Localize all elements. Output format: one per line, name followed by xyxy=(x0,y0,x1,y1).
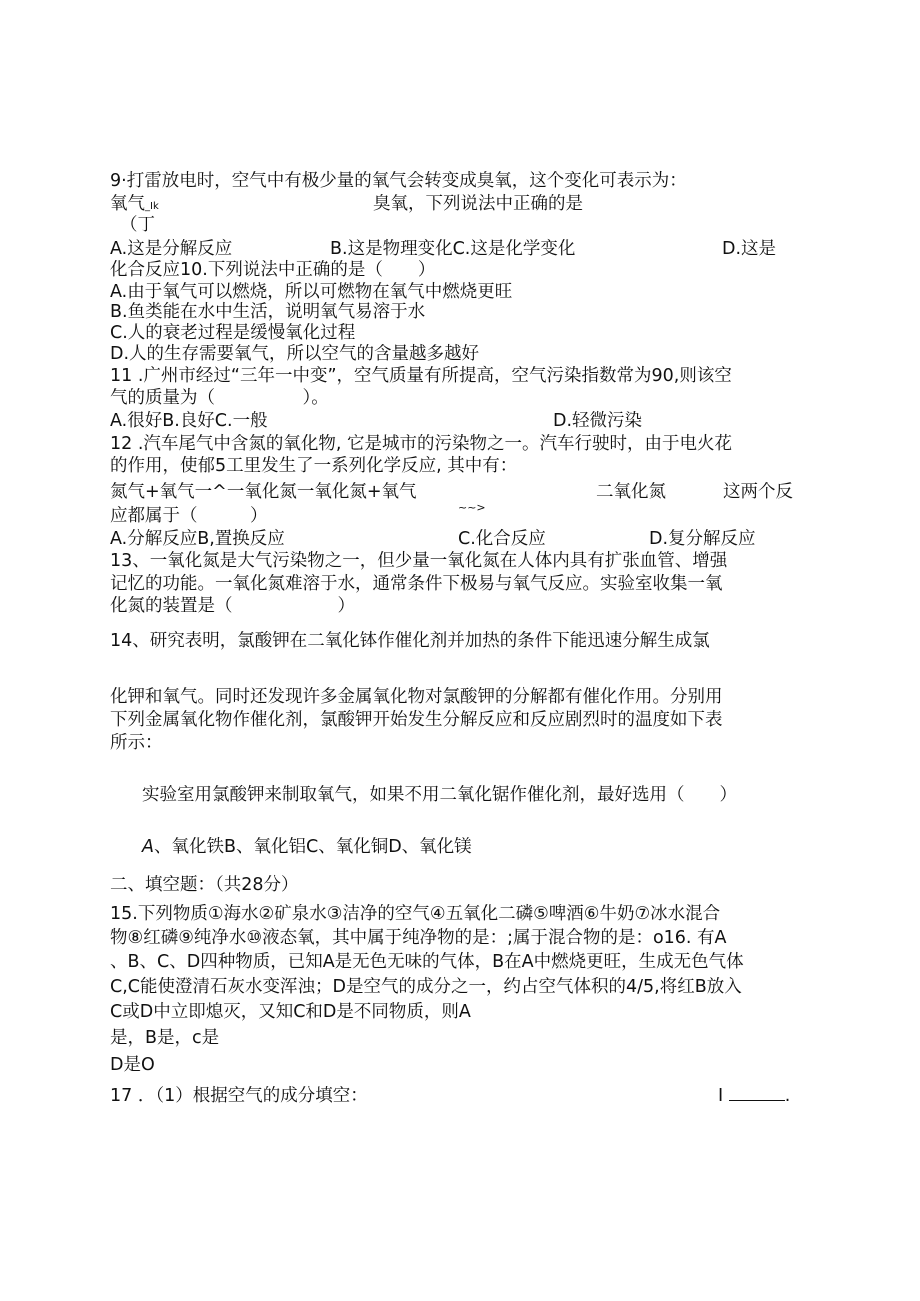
q15-line1: 15.下列物质①海水②矿泉水③洁净的空气④五氧化二磷⑤啤酒⑥牛奶⑦冰水混合 xyxy=(110,904,721,924)
q17-tail-dot: . xyxy=(784,1086,791,1106)
q9-paren: （丁 xyxy=(120,215,155,235)
q9-option-d: D.这是 xyxy=(722,239,777,259)
q12-equation-tail: 这两个反 xyxy=(723,482,793,502)
q12-line1: 12 .汽车尾气中含氮的氧化物, 它是城市的污染物之一。汽车行驶时，由于电火花 xyxy=(110,434,733,454)
q12-option-d: D.复分解反应 xyxy=(649,529,756,549)
q14-option-text: 、氧化铁B、氧化铝C、氧化铜D、氧化镁 xyxy=(153,837,472,857)
q16-line4: C,C能使澄清石灰水变浑浊；D是空气的成分之一，约占空气体积的4/5,将红B放入 xyxy=(110,977,742,997)
q17-answer-blank xyxy=(718,1085,790,1107)
q11-option-abc: A.很好B.良好C.一般 xyxy=(110,411,268,431)
q13-line3: 化氮的装置是（ ） xyxy=(110,596,355,616)
q10-option-c: C.人的衰老过程是缓慢氧化过程 xyxy=(110,323,356,343)
q14-line4: 所示： xyxy=(110,733,163,753)
q14-line2: 化钾和氧气。同时还发现许多金属氧化物对氯酸钾的分解都有催化作用。分别用 xyxy=(110,687,723,707)
q14-line3: 下列金属氧化物作催化剂，氯酸钾开始发生分解反应和反应剧烈时的温度如下表 xyxy=(110,710,723,730)
q12-equation-mark: ~~> xyxy=(458,501,486,514)
q11-line2: 气的质量为（ ）。 xyxy=(110,388,329,408)
q9-product-text: 臭氧，下列说法中正确的是 xyxy=(373,194,583,214)
q16-line7: D是O xyxy=(110,1055,155,1075)
q9-line-next: 化合反应10.下列说法中正确的是（ ） xyxy=(110,260,436,280)
q16-line6: 是，B是，c是 xyxy=(110,1028,220,1048)
q16-line5: C或D中立即熄灭，又知C和D是不同物质，则A xyxy=(110,1002,471,1022)
q14-line1: 14、研究表明，氯酸钾在二氧化钵作催化剂并加热的条件下能迅速分解生成氯 xyxy=(110,631,710,651)
q17-line1: 17 ．（1）根据空气的成分填空： xyxy=(110,1086,368,1106)
q12-option-ab: A.分解反应B,置换反应 xyxy=(110,529,285,549)
q12-equation-product: 二氧化氮 xyxy=(596,482,666,502)
section-title: 二、填空题：（共28分） xyxy=(110,875,299,895)
q12-equation-left: 氮气+氧气一^一氧化氮一氧化氮+氧气 xyxy=(110,482,417,502)
q9-line1: 9·打雷放电时，空气中有极少量的氧气会转变成臭氧，这个变化可表示为： xyxy=(110,171,687,191)
q13-line1: 13、一氧化氮是大气污染物之一，但少量一氧化氮在人体内具有扩张血管、增强 xyxy=(110,551,728,571)
q9-condition: _Ik xyxy=(145,201,159,212)
q9-option-bc: B.这是物理变化C.这是化学变化 xyxy=(330,239,576,259)
q15-line2: 物⑧红磷⑨纯净水⑩液态氧，其中属于纯净物的是：;属于混合物的是：o16. 有A xyxy=(110,928,727,948)
q12-option-c: C.化合反应 xyxy=(458,529,546,549)
q9-reactant: 氧气 xyxy=(110,194,145,214)
q16-line3: 、B、C、D四种物质，已知A是无色无味的气体，B在A中燃烧更旺，生成无色气体 xyxy=(110,952,744,972)
q12-line2: 的作用，使郁5工里发生了一系列化学反应, 其中有： xyxy=(110,456,518,476)
q10-option-d: D.人的生存需要氧气，所以空气的含量越多越好 xyxy=(110,344,480,364)
q14-options xyxy=(142,836,472,858)
q10-option-b: B.鱼类能在水中生活，说明氧气易溶于水 xyxy=(110,302,426,322)
q11-line1: 11 .广州市经过“三年一中变”，空气质量有所提高，空气污染指数常为90,则该空 xyxy=(110,366,732,386)
q13-line2: 记忆的功能。一氧化氮难溶于水，通常条件下极易与氧气反应。实验室收集一氧 xyxy=(110,574,723,594)
q9-option-a: A.这是分解反应 xyxy=(110,239,233,259)
q14-question: 实验室用氯酸钾来制取氧气，如果不用二氧化锯作催化剂，最好选用（ ） xyxy=(142,785,737,805)
answer-blank-line xyxy=(729,1086,785,1101)
q12-line4: 应都属于（ ） xyxy=(110,506,268,526)
q11-option-d: D.轻微污染 xyxy=(553,411,643,431)
q14-option-letter: A xyxy=(142,837,154,857)
q17-tail-mark: I xyxy=(718,1086,724,1106)
q10-option-a: A.由于氧气可以燃烧，所以可燃物在氧气中燃烧更旺 xyxy=(110,282,513,302)
